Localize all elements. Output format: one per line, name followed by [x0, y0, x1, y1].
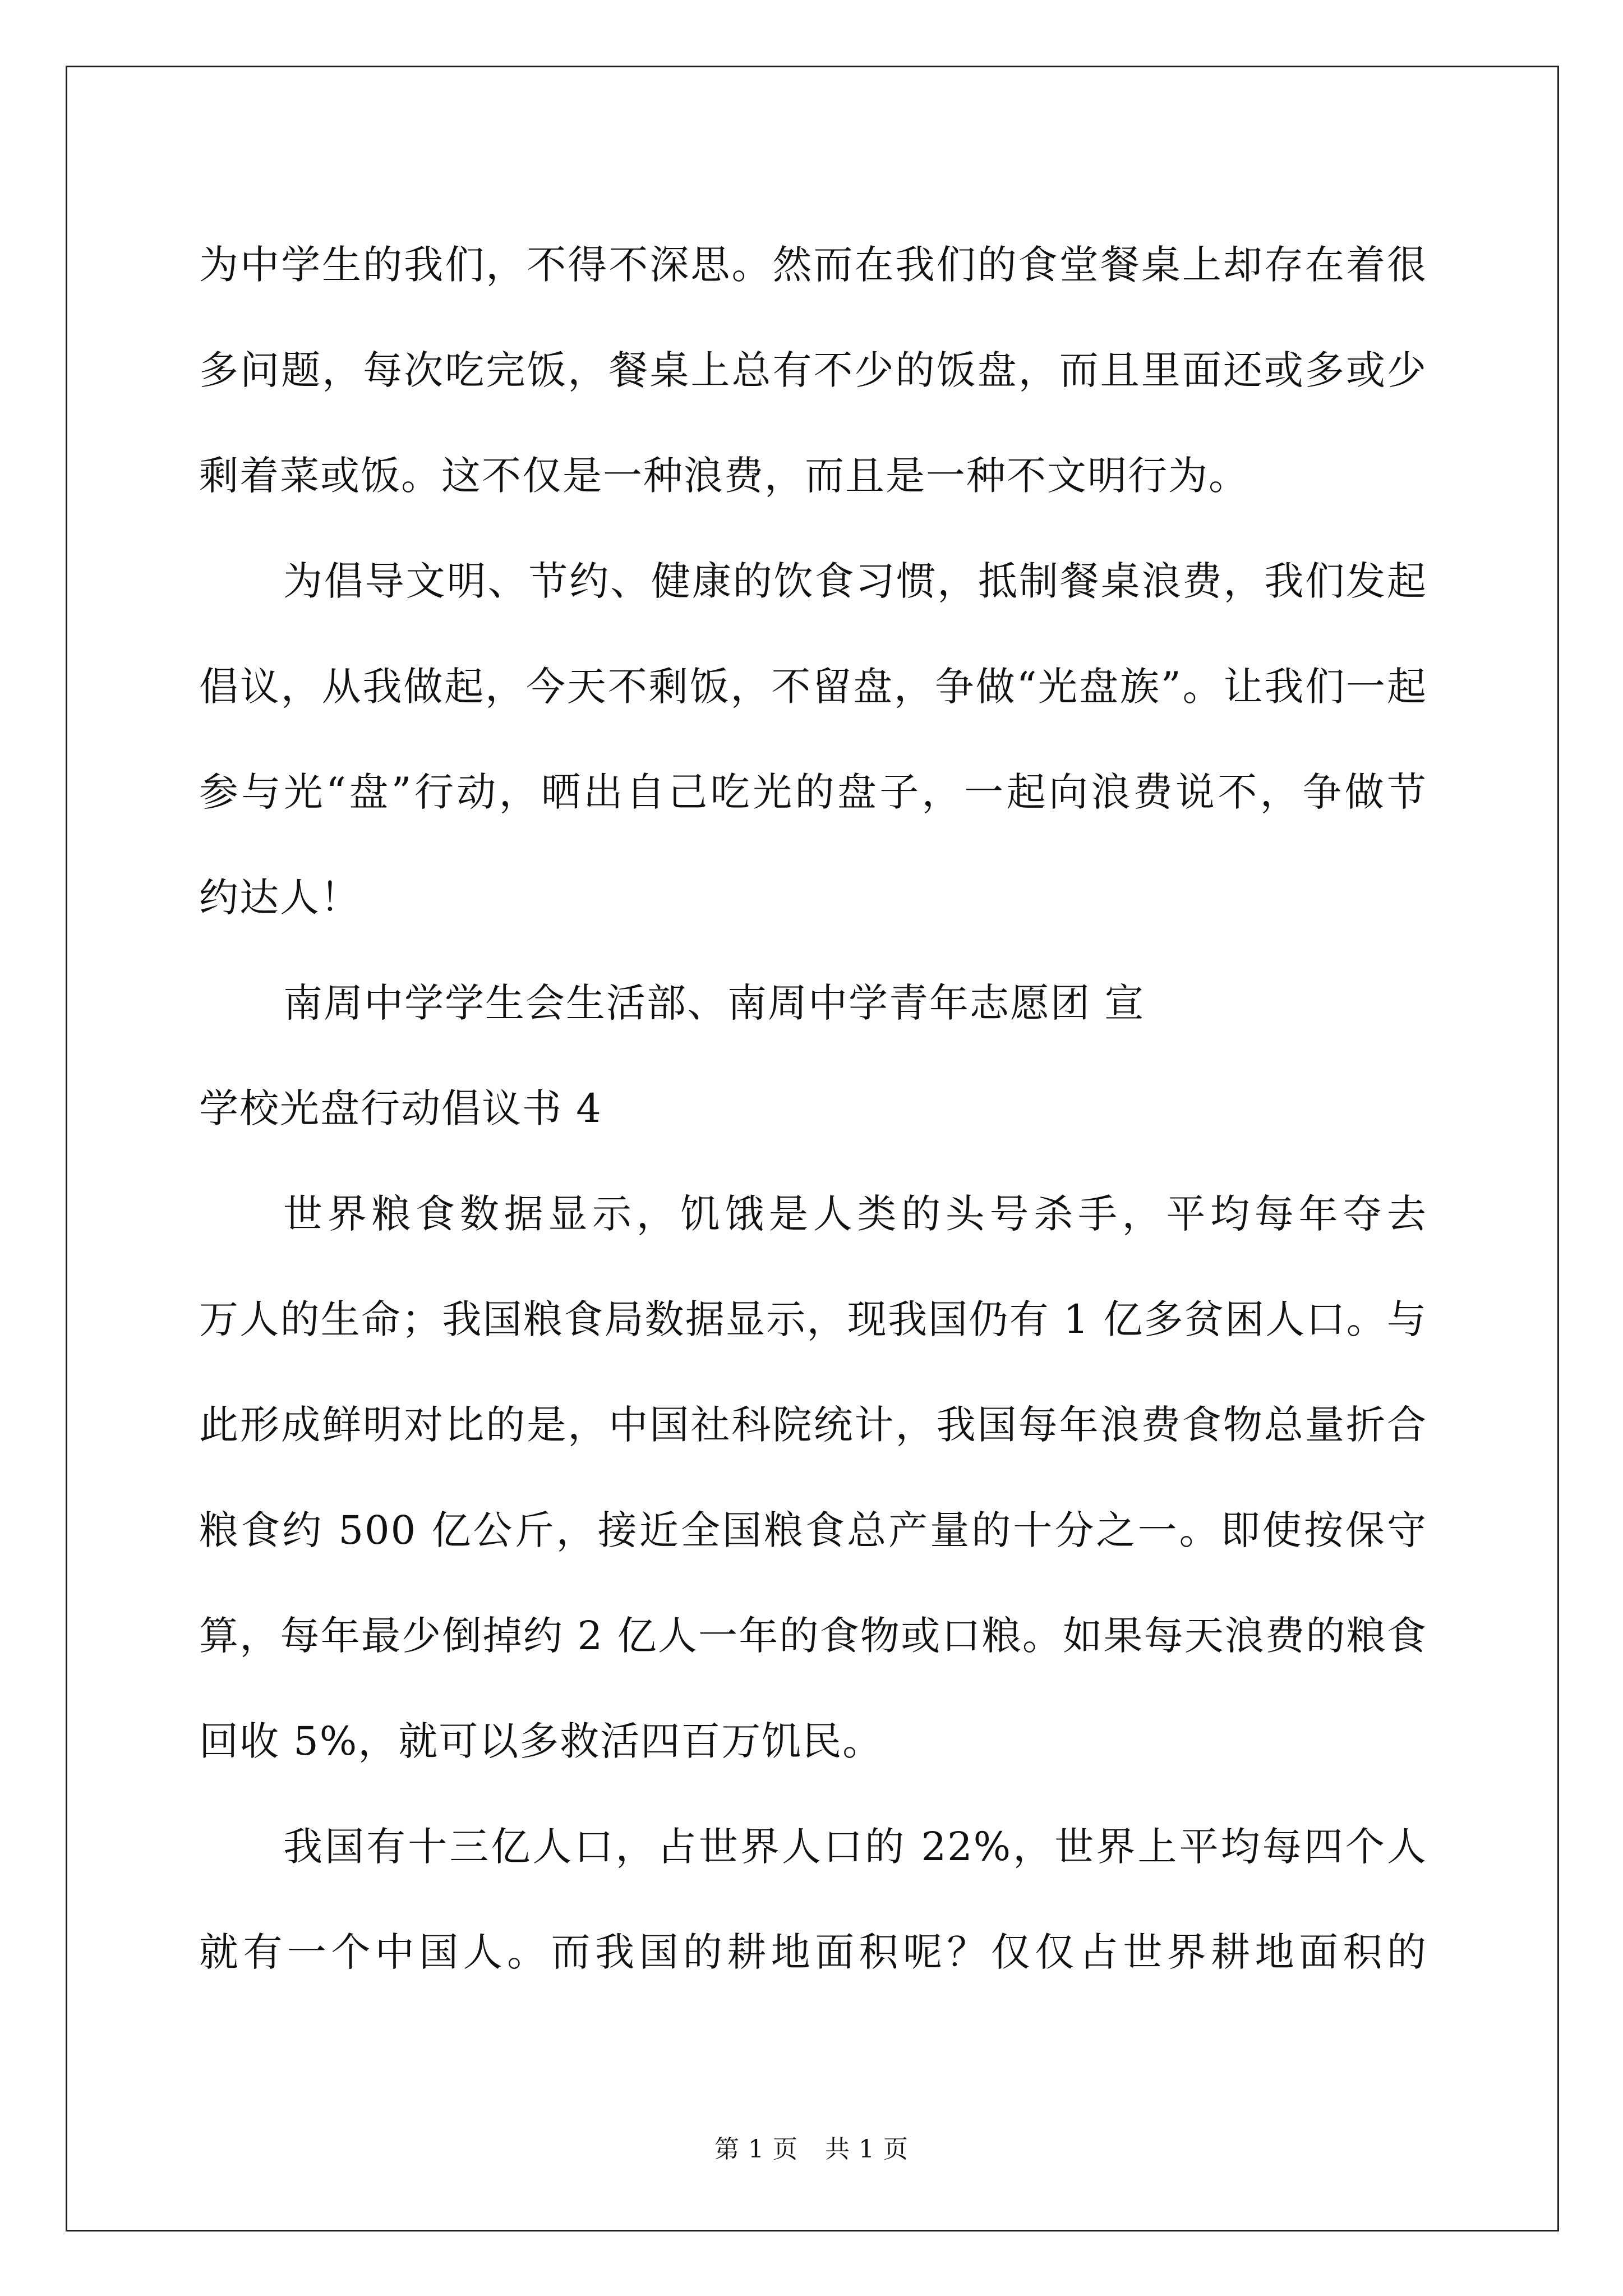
text-line: 参与光“盘”行动，晒出自己吃光的盘子，一起向浪费说不，争做节 — [199, 769, 1427, 815]
text-line: 倡议，从我做起，今天不剩饭，不留盘，争做“光盘族”。让我们一起 — [199, 664, 1427, 710]
text-line: 南周中学学生会生活部、南周中学青年志愿团 宣 — [283, 980, 1145, 1026]
text-line: 多问题，每次吃完饭，餐桌上总有不少的饭盘，而且里面还或多或少 — [199, 347, 1427, 393]
text-line: 约达人！ — [199, 875, 361, 921]
text-line: 我国有十三亿人口，占世界人口的 22%，世界上平均每四个人 — [283, 1824, 1427, 1870]
text-line: 万人的生命；我国粮食局数据显示，现我国仍有 1 亿多贫困人口。与 — [199, 1296, 1427, 1342]
text-line: 算，每年最少倒掉约 2 亿人一年的食物或口粮。如果每天浪费的粮食 — [199, 1613, 1427, 1659]
text-line: 回收 5%，就可以多救活四百万饥民。 — [199, 1718, 883, 1764]
text-line: 世界粮食数据显示，饥饿是人类的头号杀手，平均每年夺去 — [283, 1191, 1427, 1237]
document-body — [199, 212, 1427, 2005]
text-line: 剩着菜或饭。这不仅是一种浪费，而且是一种不文明行为。 — [199, 453, 1249, 499]
text-line: 为中学生的我们，不得不深思。然而在我们的食堂餐桌上却存在着很 — [199, 242, 1427, 288]
text-line: 为倡导文明、节约、健康的饮食习惯，抵制餐桌浪费，我们发起 — [283, 558, 1427, 604]
text-line: 学校光盘行动倡议书 4 — [199, 1085, 602, 1131]
page-total: 共 1 页 — [825, 2135, 909, 2164]
text-line: 就有一个中国人。而我国的耕地面积呢？仅仅占世界耕地面积的 — [199, 1929, 1427, 1975]
page-number: 第 1 页 — [714, 2135, 798, 2164]
text-line: 粮食约 500 亿公斤，接近全国粮食总产量的十分之一。即使按保守 — [199, 1507, 1427, 1553]
page-footer — [0, 2129, 1623, 2165]
text-line: 此形成鲜明对比的是，中国社科院统计，我国每年浪费食物总量折合 — [199, 1402, 1427, 1448]
